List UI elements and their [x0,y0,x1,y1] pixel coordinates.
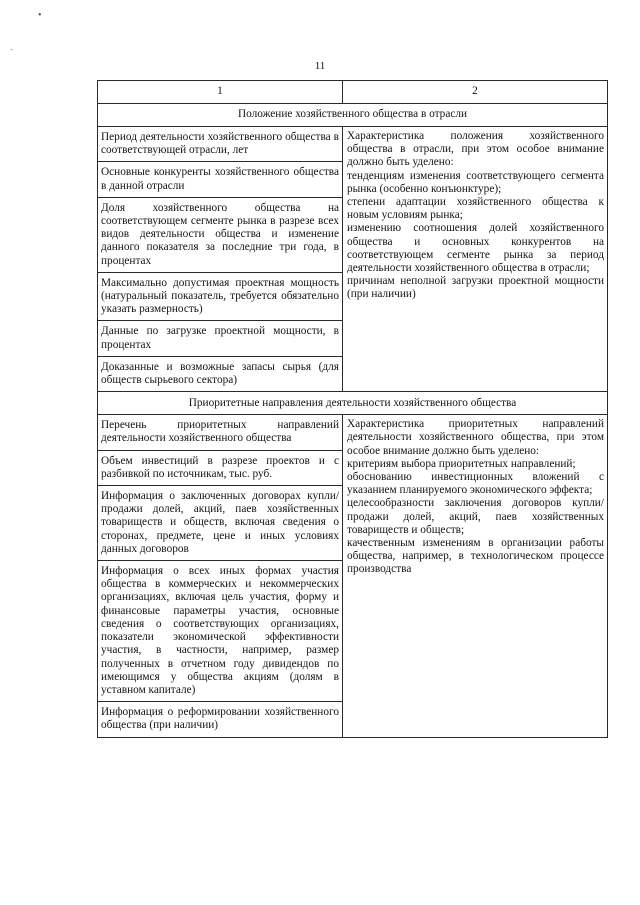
left-item: Основные конкуренты хозяйственного общества в данной отрасли [98,162,342,197]
section-title-row [98,392,608,415]
section-title-priority-directions: Приоритетные направления деятельности хозяйственного общества [98,392,608,415]
column-header-row [98,81,608,104]
right-line: критериям выбора приоритетных направлений; [347,457,576,470]
left-item: Информация о всех иных формах участия общества в коммерческих и некоммерческих организациях, включая цель участия, форму и финансовые параметры участия, основные сведения о соответствующих организациях, показатели экономической эффективности участия, в частности, например, размер полученных в отчетном году дивидендов по имеющимся у общества акциям (долям в уставном капитале) [98,561,342,702]
left-item: Информация о заключенных договорах купли/продажи долей, акций, паев хозяйственных товариществ и обществ, включая сведения о сторонах, предмете, цене и иных условиях данных договоров [98,486,342,561]
section-title-industry-position: Положение хозяйственного общества в отрасли [98,104,608,127]
section-right-cell [343,127,608,392]
left-item: Объем инвестиций в разрезе проектов и с разбивкой по источникам, тыс. руб. [98,451,342,486]
section-body-row [98,415,608,737]
section-left-cell [98,415,343,737]
left-item: Период деятельности хозяйственного общества в соответствующей отрасли, лет [98,127,342,162]
right-line: качественным изменениям в организации работы общества, например, в технологическом процессе производства [347,537,604,576]
scan-speck-left: ˏ [10,40,14,51]
left-item: Данные по загрузке проектной мощности, в процентах [98,321,342,356]
left-item: Максимально допустимая проектная мощность (натуральный показатель, требуется обязательно указать размерность) [98,273,342,322]
scan-speck-top: • [38,10,42,21]
page-number: 11 [314,60,326,72]
left-item: Доля хозяйственного общества на соответствующем сегменте рынка в разрезе всех видов деятельности общества и изменение данного показателя за последние три года, в процентах [98,198,342,273]
right-line: Характеристика положения хозяйственного общества в отрасли, при этом особое внимание должно быть уделено: [347,130,604,169]
left-item: Доказанные и возможные запасы сырья (для обществ сырьевого сектора) [101,360,339,387]
section-title-row [98,104,608,127]
section-body-row [98,127,608,392]
column-header-2: 2 [343,81,608,104]
right-line: тенденциям изменения соответствующего сегмента рынка (особенно конъюнктуре); [347,169,604,195]
right-line: Характеристика приоритетных направлений деятельности хозяйственного общества, при этом особое внимание должно быть уделено: [347,418,604,457]
right-line: изменению соотношения долей хозяйственного общества и основных конкурентов на соответствующем сегменте рынка за период деятельности хозяйственного общества в отрасли; [347,222,604,275]
right-line: целесообразности заключения договоров купли/продажи долей, акций, паев хозяйственных товариществ и обществ; [347,497,604,536]
right-line: обоснованию инвестиционных вложений с указанием планируемого экономического эффекта; [347,471,604,497]
right-line: степени адаптации хозяйственного общества к новым условиям рынка; [347,196,604,222]
left-item: Информация о реформировании хозяйственного общества (при наличии) [101,706,339,732]
section-right-cell [343,415,608,737]
requirements-table [97,80,608,738]
column-header-1: 1 [98,81,343,104]
section-left-cell [98,127,343,392]
left-item: Перечень приоритетных направлений деятельности хозяйственного общества [98,415,342,450]
right-line: причинам неполной загрузки проектной мощности (при наличии) [347,275,604,301]
